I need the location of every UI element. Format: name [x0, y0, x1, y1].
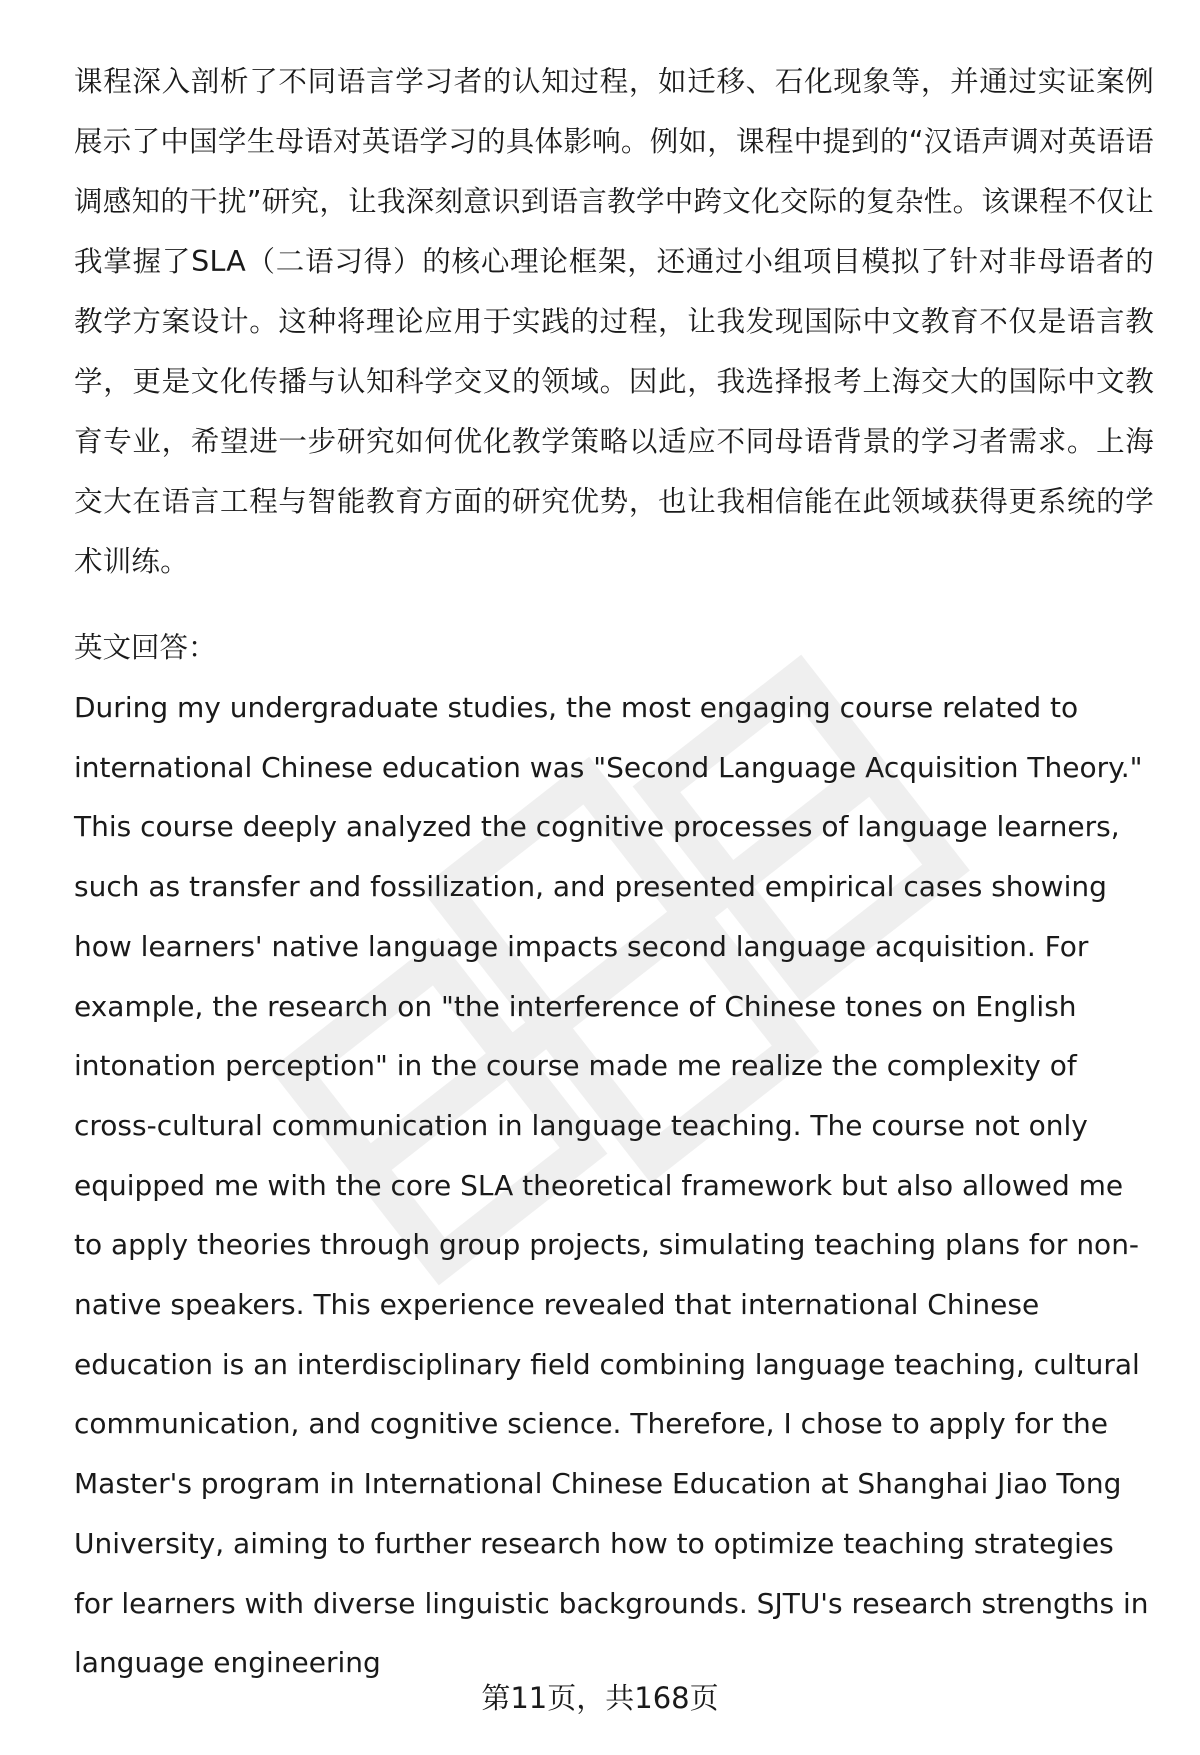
chinese-answer-paragraph: 课程深入剖析了不同语言学习者的认知过程，如迁移、石化现象等，并通过实证案例展示了中国学生母语对英语学习的具体影响。例如，课程中提到的“汉语声调对英语语调感知的干扰”研究，让我深刻意识到语言教学中跨文化交际的复杂性。该课程不仅让我掌握了SLA（二语习得）的核心理论框架，还通过小组项目模拟了针对非母语者的教学方案设计。这种将理论应用于实践的过程，让我发现国际中文教育不仅是语言教学，更是文化传播与认知科学交叉的领域。因此，我选择报考上海交大的国际中文教育专业，希望进一步研究如何优化教学策略以适应不同母语背景的学习者需求。上海交大在语言工程与智能教育方面的研究优势，也让我相信能在此领域获得更系统的学术训练。 — [74, 65, 1154, 578]
page-number-footer: 第11页，共168页 — [481, 1681, 719, 1715]
document-body — [74, 52, 1154, 1693]
english-answer-label: 英文回答： — [74, 631, 217, 664]
english-answer-paragraph: During my undergraduate studies, the most engaging course related to international Chinese education was "Second Language Acquisition Theory." This course deeply analyzed the cognitive processes of language learners, such as transfer and fossilization, and presented empirical cases showing how learners' native language impacts second language acquisition. For example, the research on "the interference of Chinese tones on English intonation perception" in the course made me realize the complexity of cross-cultural communication in language teaching. The course not only equipped me with the core SLA theoretical framework but also allowed me to apply theories through group projects, simulating teaching plans for non-native speakers. This experience revealed that international Chinese education is an interdisciplinary field combining language teaching, cultural communication, and cognitive science. Therefore, I chose to apply for the Master's program in International Chinese Education at Shanghai Jiao Tong University, aiming to further research how to optimize teaching strategies for learners with diverse linguistic backgrounds. SJTU's research strengths in language engineering — [74, 691, 1149, 1680]
